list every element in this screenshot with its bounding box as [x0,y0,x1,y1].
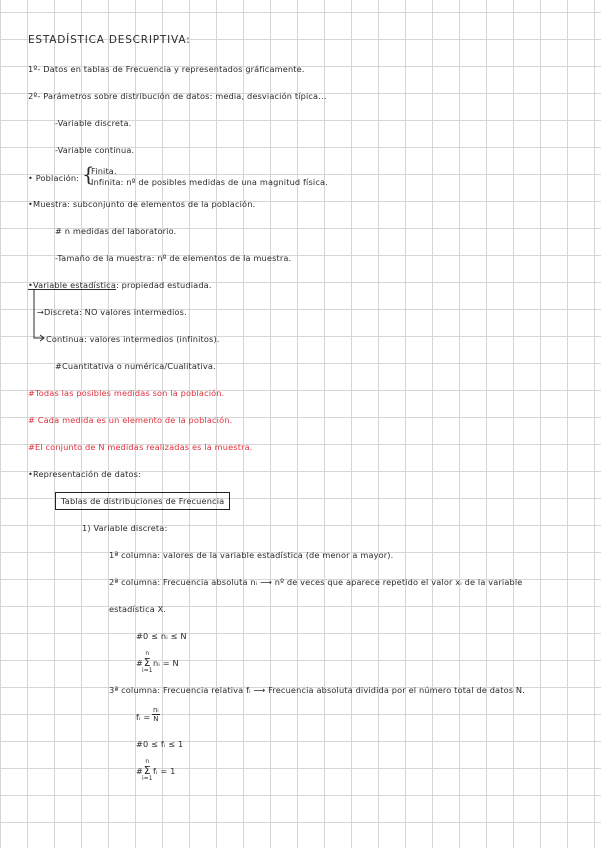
red-note-poblacion: #Todas las posibles medidas son la población. [28,388,225,398]
columna-1: 1ª columna: valores de la variable estadística (de menor a mayor). [109,550,394,560]
muestra-item-tamano: -Tamaño de la muestra: nº de elementos de la muestra. [55,253,292,263]
variable-discreta-heading: 1) Variable discreta: [82,523,168,533]
sum-fi-upper: n [145,758,150,765]
variable-heading: •Variable estadística [28,280,117,290]
sigma-icon: Σ [143,656,151,669]
inequality-ni: #0 ≤ nᵢ ≤ N [136,631,187,641]
variable-discreta: →Discreta: NO valores intermedios. [37,307,187,317]
point-variable-discreta: -Variable discreta. [55,118,132,128]
columna-2-line-1: 2ª columna: Frecuencia absoluta nᵢ ⟶ nº de veces que aparece repetido el valor xᵢ de la variable [109,577,523,587]
poblacion-infinita: Infinita: nº de posibles medidas de una magnitud física. [91,177,328,187]
poblacion-brace: { [82,162,95,186]
muestra-item-medidas: # n medidas del laboratorio. [55,226,177,236]
representacion-heading: •Representación de datos: [28,469,141,479]
variable-rest: : propiedad estudiada. [116,280,212,290]
sum-fi-lower: i=1 [142,775,153,782]
page-title: ESTADÍSTICA DESCRIPTIVA: [28,34,191,46]
inequality-fi: #0 ≤ fᵢ ≤ 1 [136,739,184,749]
fi-numerator: nᵢ [153,706,159,714]
tablas-box: Tablas de distribuciones de Frecuencia [55,492,230,510]
sum-ni-hash: # [136,658,144,668]
variable-cuantitativa: #Cuantitativa o numérica/Cualitativa. [55,361,216,371]
columna-2-line-2: estadística X. [109,604,167,614]
point-1: 1º- Datos en tablas de Frecuencia y representados gráficamente. [28,64,305,74]
fi-lhs: fᵢ = [136,712,151,722]
sum-ni-upper: n [145,650,150,657]
fi-denominator: N [153,715,159,723]
poblacion-label: • Población: [28,173,80,183]
red-note-elemento: # Cada medida es un elemento de la población. [28,415,233,425]
muestra-definition: •Muestra: subconjunto de elementos de la población. [28,199,256,209]
sum-fi-sigma [142,759,153,782]
columna-3: 3ª columna: Frecuencia relativa fᵢ ⟶ Frecuencia absoluta dividida por el número total de datos N. [109,685,525,695]
poblacion-finita: Finita. [91,166,117,176]
point-2: 2º- Parámetros sobre distribución de datos: media, desviación típica... [28,91,327,101]
sigma-icon: Σ [143,764,151,777]
fi-fraction [152,706,160,723]
point-variable-continua: -Variable continua. [55,145,135,155]
sum-fi-hash: # [136,766,144,776]
sum-ni-lower: i=1 [142,667,153,674]
red-note-muestra: #El conjunto de N medidas realizadas es la muestra. [28,442,253,452]
sum-ni-expr: nᵢ = N [153,658,179,668]
sum-ni-sigma [142,651,153,674]
sum-fi-expr: fᵢ = 1 [153,766,176,776]
variable-continua: Continua: valores intermedios (infinitos). [46,334,220,344]
